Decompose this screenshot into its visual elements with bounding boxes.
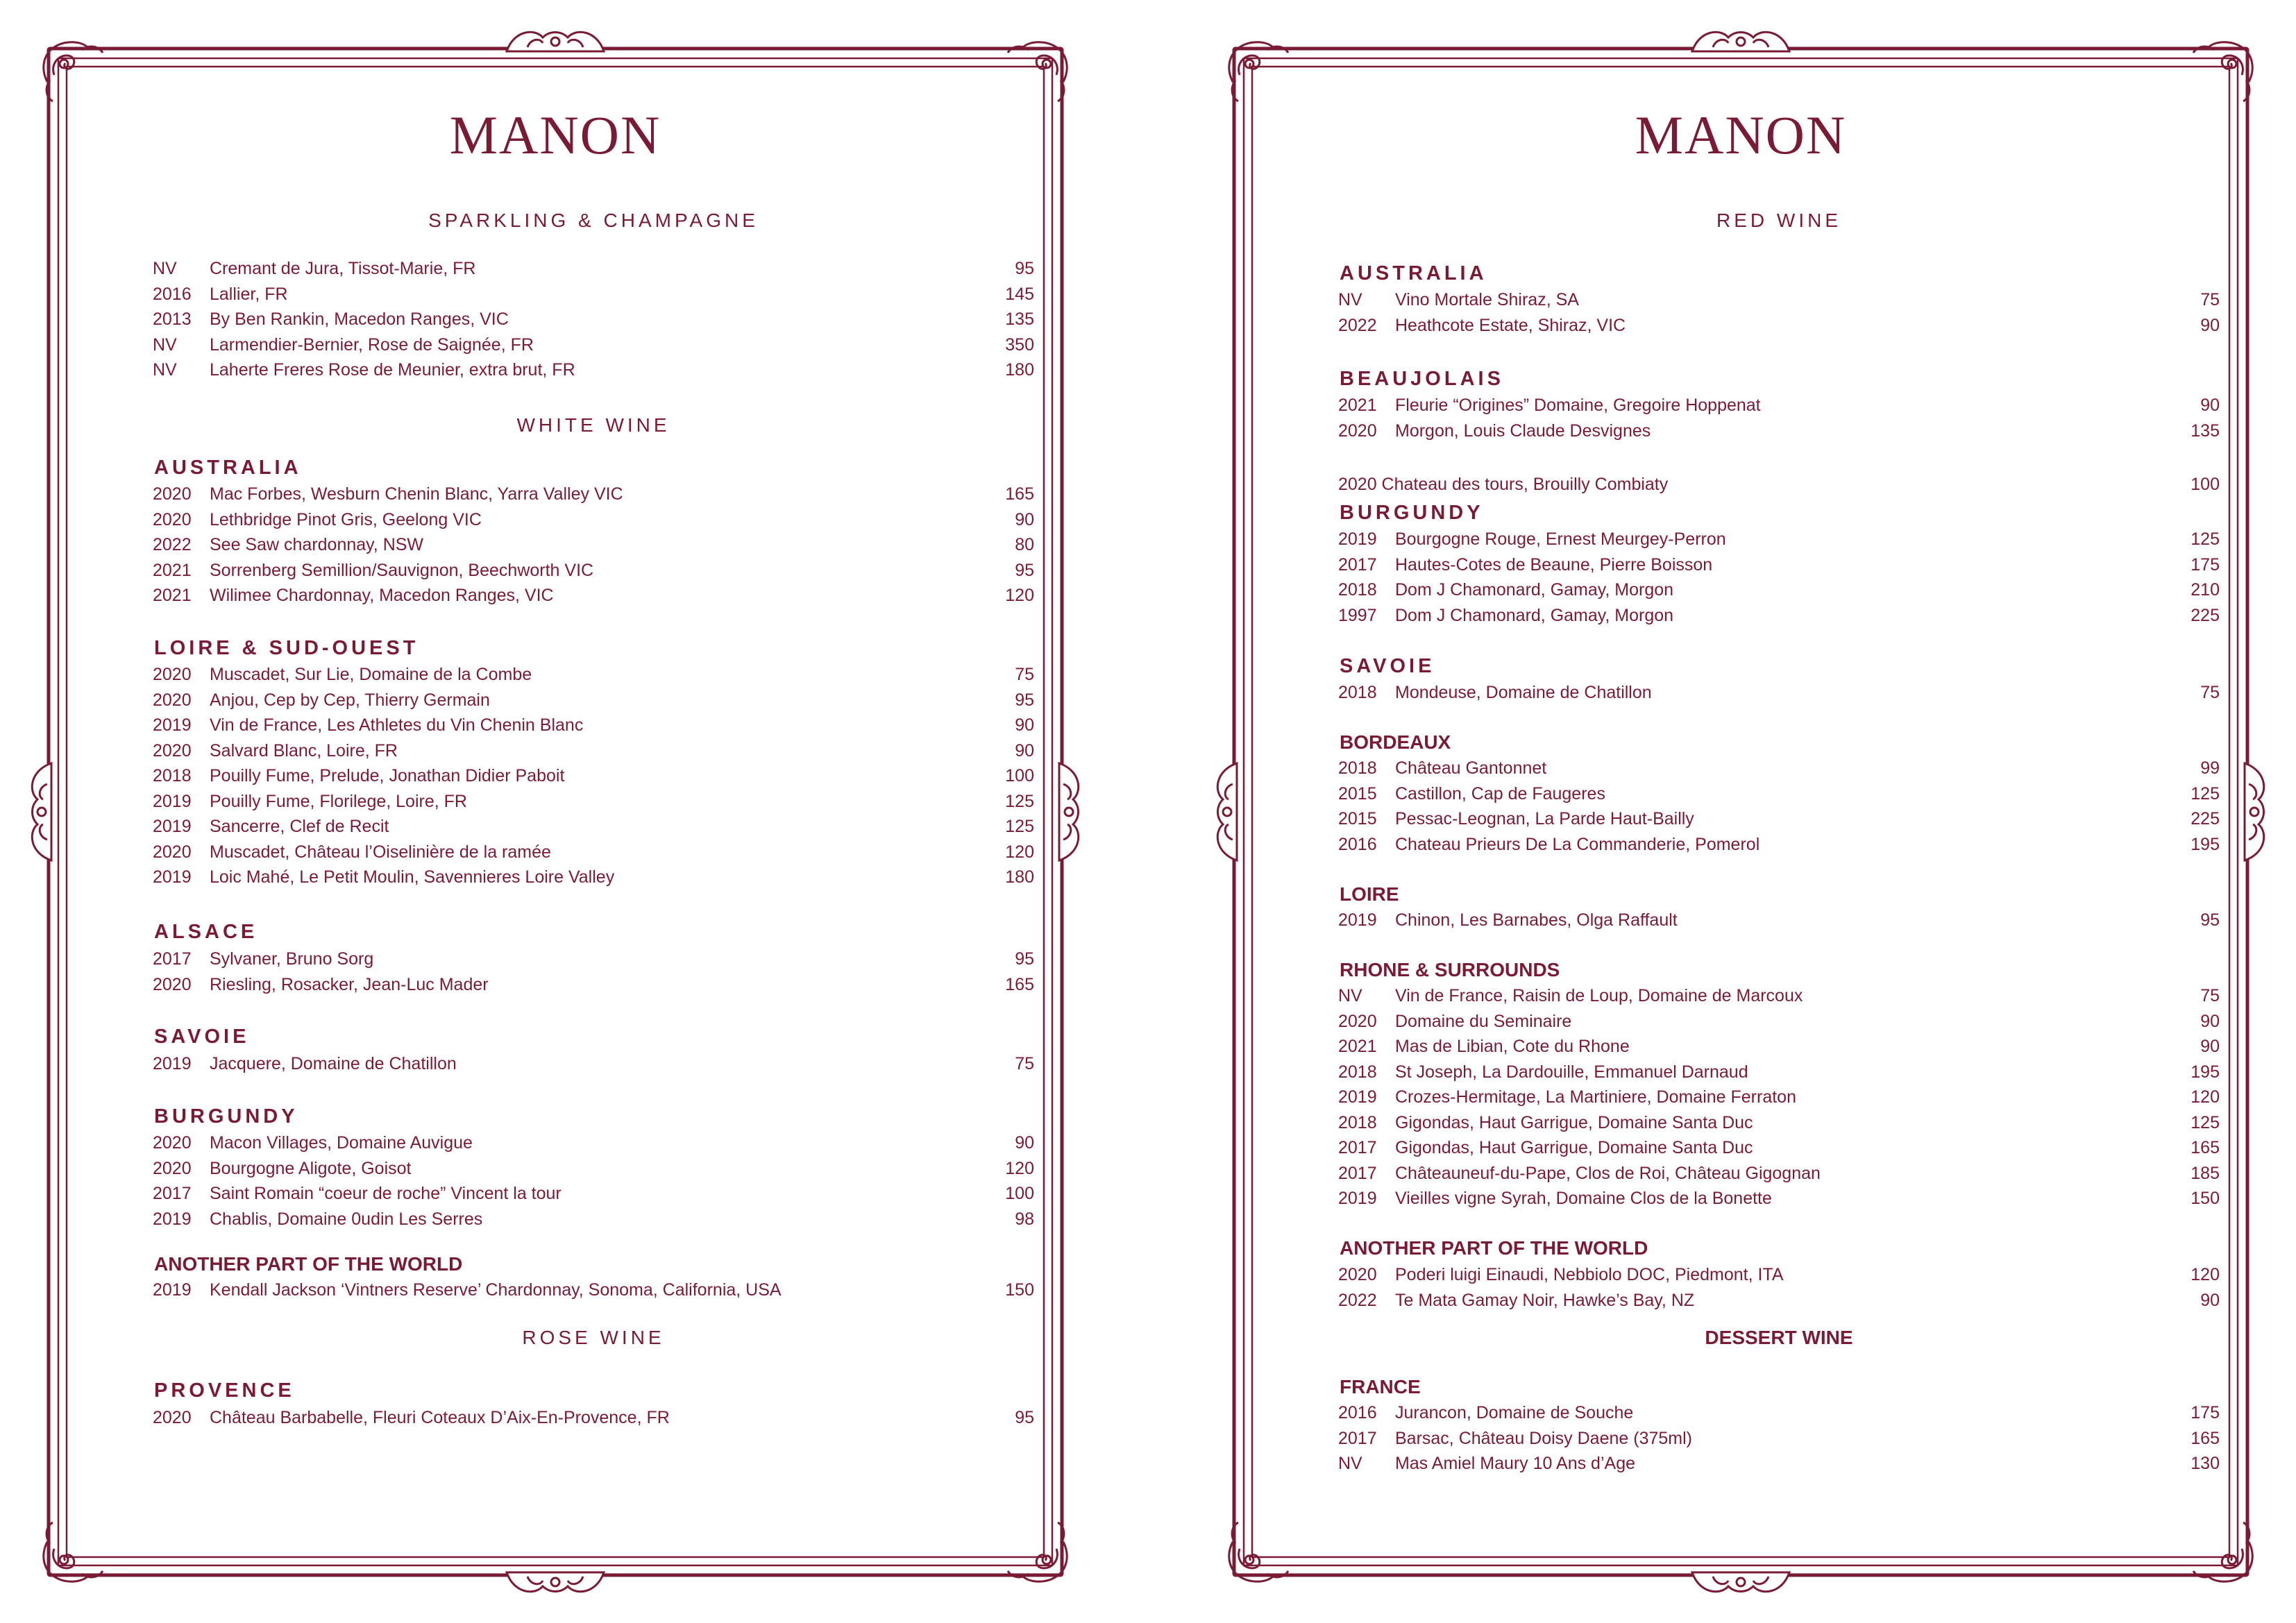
wine-row	[153, 282, 1034, 306]
wine-year: 2019	[1338, 1189, 1377, 1208]
wine-name: Domaine du Seminaire	[1395, 1011, 1572, 1031]
wine-price: 120	[1005, 1158, 1034, 1178]
wine-name: Jurancon, Domaine de Souche	[1395, 1403, 1634, 1422]
wine-price: 225	[2191, 809, 2220, 829]
wine-price: 95	[2200, 910, 2220, 930]
wine-year: 2020	[153, 484, 192, 504]
wine-price: 180	[1005, 360, 1034, 380]
wine-price: 90	[1015, 509, 1034, 529]
wine-price: 98	[1015, 1209, 1034, 1229]
region-title-red-loire: LOIRE	[1340, 883, 1399, 905]
wine-price: 90	[1015, 715, 1034, 735]
wine-row	[1338, 1111, 2220, 1135]
wine-price: 75	[2200, 683, 2220, 702]
wine-name: Kendall Jackson ‘Vintners Reserve’ Chardonnay, Sonoma, California, USA	[210, 1280, 782, 1300]
wine-row	[153, 739, 1034, 763]
region-title-white-another: ANOTHER PART OF THE WORLD	[154, 1253, 463, 1275]
wine-year: 2020	[153, 974, 192, 994]
wine-name: Gigondas, Haut Garrigue, Domaine Santa Duc	[1395, 1138, 1753, 1157]
wine-row	[153, 1157, 1034, 1180]
wine-year: 2022	[1338, 315, 1377, 335]
wine-price: 95	[1015, 560, 1034, 580]
wine-row	[153, 257, 1034, 280]
wine-price: 75	[2200, 290, 2220, 309]
wine-price: 180	[1005, 867, 1034, 887]
wine-price: 100	[2191, 475, 2220, 494]
wine-year: 2018	[1338, 758, 1377, 778]
wine-name: Sancerre, Clef de Recit	[210, 817, 389, 836]
region-title-red-savoie: SAVOIE	[1340, 655, 1435, 677]
wine-price: 95	[1015, 690, 1034, 710]
wine-name: Lallier, FR	[210, 284, 288, 304]
wine-price: 125	[1005, 791, 1034, 811]
wine-year: 2020	[153, 842, 192, 862]
wine-price: 100	[1005, 1184, 1034, 1203]
wine-year: 2021	[153, 560, 192, 580]
wine-name: Larmendier-Bernier, Rose de Saignée, FR	[210, 334, 534, 355]
region-title-dessert-france: FRANCE	[1340, 1376, 1421, 1397]
wine-year: NV	[153, 259, 177, 278]
wine-price: 90	[2200, 1290, 2220, 1310]
wine-price: 95	[1015, 259, 1034, 278]
region-title-white-burgundy: BURGUNDY	[154, 1105, 298, 1128]
wine-price: 165	[1005, 974, 1034, 994]
wine-year: 2017	[153, 1184, 192, 1203]
wine-price: 225	[2191, 605, 2220, 625]
wine-price: 185	[2191, 1163, 2220, 1183]
wine-year: 2022	[1338, 1290, 1377, 1310]
wine-row	[153, 973, 1034, 996]
wine-name: Vin de France, Les Athletes du Vin Chenin Blanc	[210, 715, 584, 735]
wine-price: 90	[2200, 1037, 2220, 1056]
wine-name: Bourgogne Aligote, Goisot	[210, 1158, 412, 1178]
wine-name: Crozes-Hermitage, La Martiniere, Domaine Ferraton	[1395, 1087, 1796, 1107]
wine-row	[153, 482, 1034, 506]
wine-price: 75	[1015, 665, 1034, 684]
wine-price: 195	[2191, 1062, 2220, 1082]
wine-year: 2019	[153, 1280, 192, 1300]
wine-year: 2018	[1338, 1062, 1377, 1082]
wine-price: 120	[2191, 1087, 2220, 1107]
wine-price: 120	[2191, 1265, 2220, 1284]
logo-manon: MANON	[449, 105, 661, 165]
wine-year: 2019	[153, 715, 192, 735]
wine-row	[1338, 288, 2220, 312]
wine-year: 2019	[153, 1209, 192, 1229]
wine-year: 2017	[1338, 1163, 1377, 1183]
section-title-rose: ROSE WINE	[522, 1327, 665, 1348]
wine-year: 2020	[1338, 420, 1377, 441]
wine-row	[1338, 1136, 2220, 1159]
wine-name: Anjou, Cep by Cep, Thierry Germain	[210, 690, 490, 710]
wine-year: 2018	[1338, 1112, 1377, 1132]
wine-name: Cremant de Jura, Tissot-Marie, FR	[210, 259, 476, 278]
wine-price: 165	[2191, 1138, 2220, 1157]
wine-row	[153, 790, 1034, 813]
section-title-red: RED WINE	[1716, 210, 1841, 231]
wine-year: NV	[1338, 1454, 1362, 1473]
wine-row	[153, 764, 1034, 788]
wine-year: 2019	[153, 791, 192, 811]
wine-row	[1338, 782, 2220, 806]
wine-row	[153, 688, 1034, 712]
wine-year: 2018	[153, 766, 192, 785]
wine-year: 2021	[153, 586, 192, 605]
wine-row	[153, 713, 1034, 737]
wine-year: 1997	[1338, 605, 1377, 625]
wine-name: Châteauneuf-du-Pape, Clos de Roi, Château Gigognan	[1395, 1163, 1821, 1183]
wine-name: Mac Forbes, Wesburn Chenin Blanc, Yarra Valley VIC	[210, 484, 623, 504]
wine-price: 165	[2191, 1428, 2220, 1448]
wine-name: Muscadet, Sur Lie, Domaine de la Combe	[210, 665, 532, 684]
wine-price: 95	[1015, 949, 1034, 969]
wine-name: Sorrenberg Semillion/Sauvignon, Beechworth VIC	[210, 560, 594, 580]
wine-row	[1338, 1263, 2220, 1286]
wine-price: 350	[1005, 334, 1034, 355]
wine-year: 2016	[1338, 1403, 1377, 1422]
wine-row	[153, 307, 1034, 331]
section-title-dessert: DESSERT WINE	[1705, 1327, 1853, 1348]
wine-year: 2020	[1338, 1265, 1377, 1284]
wine-name: Laherte Freres Rose de Meunier, extra brut, FR	[210, 360, 575, 380]
wine-name: See Saw chardonnay, NSW	[210, 535, 424, 554]
wine-row	[1338, 1187, 2220, 1210]
wine-year: 2019	[153, 867, 192, 887]
wine-year: 2016	[1338, 834, 1377, 854]
wine-price: 125	[2191, 783, 2220, 804]
wine-name: Jacquere, Domaine de Chatillon	[210, 1054, 457, 1073]
wine-row-beaujolais-extra	[1338, 473, 2220, 496]
wine-year: 2015	[1338, 783, 1377, 804]
wine-row	[1338, 1289, 2220, 1312]
wine-price: 120	[1005, 586, 1034, 605]
wine-year: 2020	[153, 1408, 192, 1427]
wine-year: 2018	[1338, 683, 1377, 702]
wine-row	[153, 559, 1034, 582]
section-title-white: WHITE WINE	[516, 414, 670, 436]
wine-row	[153, 663, 1034, 686]
wine-row	[1338, 681, 2220, 704]
wine-name: Mas Amiel Maury 10 Ans d’Age	[1395, 1454, 1635, 1473]
wine-row	[1338, 984, 2220, 1008]
wine-name: Sylvaner, Bruno Sorg	[210, 949, 374, 969]
wine-year: NV	[153, 360, 177, 380]
wine-price: 90	[2200, 1011, 2220, 1031]
wine-year: 2017	[1338, 1138, 1377, 1157]
wine-price: 75	[2200, 986, 2220, 1005]
wine-name: Poderi luigi Einaudi, Nebbiolo DOC, Piedmont, ITA	[1395, 1265, 1784, 1284]
region-title-white-savoie: SAVOIE	[154, 1026, 250, 1048]
wine-price: 125	[1005, 817, 1034, 836]
wine-year: NV	[1338, 290, 1362, 309]
wine-row	[1338, 1060, 2220, 1084]
wine-row	[153, 840, 1034, 864]
wine-row	[153, 358, 1034, 382]
wine-row	[153, 1052, 1034, 1076]
wine-price: 75	[1015, 1054, 1034, 1073]
wine-price: 100	[1005, 766, 1034, 785]
wine-name: Wilimee Chardonnay, Macedon Ranges, VIC	[210, 586, 554, 605]
region-title-red-australia: AUSTRALIA	[1340, 262, 1487, 284]
wine-price: 90	[1015, 740, 1034, 760]
wine-price: 165	[1005, 484, 1034, 504]
wine-price: 120	[1005, 842, 1034, 862]
wine-year: 2022	[153, 535, 192, 554]
wine-year: NV	[1338, 986, 1362, 1005]
wine-row	[1338, 1401, 2220, 1425]
wine-price: 125	[2191, 1112, 2220, 1132]
wine-row	[153, 1182, 1034, 1205]
wine-row	[1338, 419, 2220, 443]
wine-name: 2020 Chateau des tours, Brouilly Combiaty	[1338, 475, 1669, 494]
wine-name: Barsac, Château Doisy Daene (375ml)	[1395, 1428, 1692, 1448]
wine-year: 2021	[1338, 1037, 1377, 1056]
wine-price: 99	[2200, 758, 2220, 778]
wine-row	[1338, 314, 2220, 337]
wine-row	[1338, 908, 2220, 932]
wine-name: Riesling, Rosacker, Jean-Luc Mader	[210, 974, 489, 994]
wine-year: 2015	[1338, 809, 1377, 829]
wine-price: 150	[2191, 1189, 2220, 1208]
wine-row	[153, 1406, 1034, 1429]
wine-row	[1338, 604, 2220, 627]
menu-page-right	[1213, 28, 2268, 1596]
wine-year: 2020	[153, 1158, 192, 1178]
region-title-white-loire: LOIRE & SUD-OUEST	[154, 637, 419, 659]
wine-price: 80	[1015, 535, 1034, 554]
wine-row	[153, 508, 1034, 532]
wine-row	[1338, 393, 2220, 417]
wine-year: NV	[153, 334, 177, 355]
wine-price: 90	[1015, 1133, 1034, 1153]
wine-year: 2018	[1338, 580, 1377, 600]
wine-name: Vino Mortale Shiraz, SA	[1395, 290, 1579, 309]
wine-name: St Joseph, La Dardouille, Emmanuel Darnaud	[1395, 1062, 1748, 1082]
wine-row	[153, 333, 1034, 357]
wine-row	[153, 584, 1034, 607]
wine-row	[1338, 1010, 2220, 1033]
wine-year: 2019	[1338, 1087, 1377, 1107]
wine-name: Morgon, Louis Claude Desvignes	[1395, 420, 1651, 441]
wine-name: Château Gantonnet	[1395, 758, 1547, 778]
wine-name: Vin de France, Raisin de Loup, Domaine de Marcoux	[1395, 986, 1803, 1005]
wine-name: Hautes-Cotes de Beaune, Pierre Boisson	[1395, 554, 1713, 575]
wine-price: 90	[2200, 396, 2220, 415]
wine-name: Saint Romain “coeur de roche” Vincent la tour	[210, 1184, 562, 1203]
wine-row	[1338, 1085, 2220, 1109]
wine-year: 2017	[1338, 554, 1377, 575]
logo-manon: MANON	[1635, 105, 1847, 165]
wine-name: Chinon, Les Barnabes, Olga Raffault	[1395, 910, 1678, 930]
wine-year: 2020	[153, 740, 192, 760]
wine-year: 2020	[153, 509, 192, 529]
wine-price: 125	[2191, 529, 2220, 549]
wine-price: 130	[2191, 1454, 2220, 1473]
wine-name: Pessac-Leognan, La Parde Haut-Bailly	[1395, 809, 1694, 829]
wine-year: 2019	[1338, 910, 1377, 930]
wine-row	[1338, 553, 2220, 577]
region-title-white-alsace: ALSACE	[154, 921, 258, 943]
wine-row	[153, 1131, 1034, 1155]
wine-year: 2019	[153, 1054, 192, 1073]
wine-year: 2021	[1338, 396, 1377, 415]
wine-price: 210	[2191, 580, 2220, 600]
wine-year: 2017	[1338, 1428, 1377, 1448]
wine-price: 175	[2191, 1403, 2220, 1422]
wine-name: Bourgogne Rouge, Ernest Meurgey-Perron	[1395, 529, 1726, 549]
region-title-red-rhone: RHONE & SURROUNDS	[1340, 959, 1560, 980]
wine-name: Mondeuse, Domaine de Chatillon	[1395, 683, 1652, 702]
region-title-red-bordeaux: BORDEAUX	[1340, 731, 1451, 753]
wine-price: 195	[2191, 834, 2220, 854]
wine-row	[1338, 1162, 2220, 1185]
wine-row	[153, 815, 1034, 838]
wine-year: 2017	[153, 949, 192, 969]
wine-row	[1338, 578, 2220, 602]
wine-row	[1338, 756, 2220, 780]
wine-name: Pouilly Fume, Prelude, Jonathan Didier Paboit	[210, 766, 565, 785]
menu-page-left	[28, 28, 1083, 1596]
wine-year: 2013	[153, 309, 192, 329]
wine-row	[153, 865, 1034, 889]
region-title-red-beaujolais: BEAUJOLAIS	[1340, 368, 1504, 390]
wine-price: 95	[1015, 1408, 1034, 1427]
wine-row	[1338, 527, 2220, 551]
wine-row	[1338, 807, 2220, 831]
wine-year: 2019	[1338, 529, 1377, 549]
region-title-red-another: ANOTHER PART OF THE WORLD	[1340, 1237, 1648, 1259]
wine-name: Gigondas, Haut Garrigue, Domaine Santa Duc	[1395, 1112, 1753, 1132]
wine-price: 135	[2191, 420, 2220, 441]
wine-name: Loic Mahé, Le Petit Moulin, Savennieres Loire Valley	[210, 867, 615, 887]
wine-year: 2016	[153, 284, 192, 304]
wine-year: 2020	[153, 1133, 192, 1153]
wine-name: Chablis, Domaine 0udin Les Serres	[210, 1209, 483, 1229]
wine-row	[153, 1207, 1034, 1231]
region-title-white-australia: AUSTRALIA	[154, 457, 302, 479]
wine-price: 90	[2200, 315, 2220, 335]
wine-price: 135	[1005, 309, 1034, 329]
wine-name: By Ben Rankin, Macedon Ranges, VIC	[210, 309, 509, 329]
wine-row	[1338, 1035, 2220, 1058]
wine-name: Muscadet, Château l’Oiselinière de la ramée	[210, 842, 551, 862]
section-title-sparkling: SPARKLING & CHAMPAGNE	[428, 210, 759, 231]
wine-name: Pouilly Fume, Florilege, Loire, FR	[210, 791, 467, 811]
wine-year: 2020	[153, 690, 192, 710]
wine-name: Mas de Libian, Cote du Rhone	[1395, 1037, 1630, 1056]
wine-price: 150	[1005, 1280, 1034, 1300]
region-title-red-burgundy: BURGUNDY	[1340, 502, 1484, 524]
wine-name: Macon Villages, Domaine Auvigue	[210, 1133, 473, 1153]
wine-price: 145	[1005, 284, 1034, 304]
wine-row	[1338, 1427, 2220, 1450]
wine-name: Lethbridge Pinot Gris, Geelong VIC	[210, 509, 482, 529]
wine-name: Dom J Chamonard, Gamay, Morgon	[1395, 605, 1674, 625]
wine-name: Vieilles vigne Syrah, Domaine Clos de la Bonette	[1395, 1189, 1772, 1208]
wine-name: Chateau Prieurs De La Commanderie, Pomerol	[1395, 834, 1760, 854]
wine-row	[153, 947, 1034, 971]
wine-row	[1338, 833, 2220, 856]
wine-name: Dom J Chamonard, Gamay, Morgon	[1395, 580, 1674, 600]
wine-row	[1338, 1452, 2220, 1475]
region-title-rose-provence: PROVENCE	[154, 1379, 295, 1402]
wine-name: Castillon, Cap de Faugeres	[1395, 783, 1605, 804]
wine-year: 2019	[153, 817, 192, 836]
wine-row	[153, 1278, 1034, 1302]
wine-name: Château Barbabelle, Fleuri Coteaux D’Aix-En-Provence, FR	[210, 1408, 670, 1427]
wine-row	[153, 533, 1034, 556]
wine-year: 2020	[153, 665, 192, 684]
wine-name: Salvard Blanc, Loire, FR	[210, 740, 398, 760]
wine-year: 2020	[1338, 1011, 1377, 1031]
wine-name: Fleurie “Origines” Domaine, Gregoire Hoppenat	[1395, 396, 1761, 415]
wine-name: Heathcote Estate, Shiraz, VIC	[1395, 315, 1626, 335]
wine-price: 175	[2191, 554, 2220, 575]
wine-name: Te Mata Gamay Noir, Hawke’s Bay, NZ	[1395, 1290, 1695, 1310]
